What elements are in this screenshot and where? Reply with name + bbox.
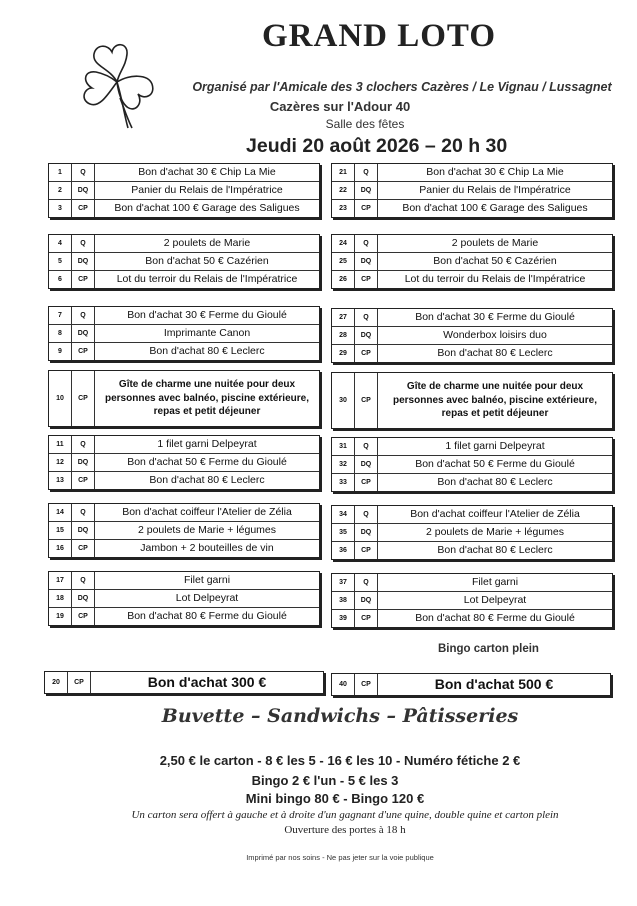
lot-type: CP [72, 472, 95, 489]
lot-type: Q [355, 438, 378, 455]
lots-group [48, 163, 320, 218]
lot-description: Bon d'achat 50 € Ferme du Gioulé [415, 458, 575, 471]
lot-description: Gîte de charme une nuitée pour deux personnes avec balnéo, piscine extérieure, repas et petit déjeuner [105, 379, 309, 418]
lot-number: 36 [332, 542, 355, 559]
lot-number: 6 [49, 271, 72, 288]
lots-group [48, 234, 320, 289]
table-row [49, 589, 319, 607]
table-row [332, 344, 612, 362]
lots-group [48, 503, 320, 558]
lot-description: Bon d'achat 80 € Leclerc [437, 347, 553, 360]
lot-type: CP [355, 674, 378, 695]
lot-number: 7 [49, 307, 72, 324]
lot-type: Q [355, 574, 378, 591]
lot-number: 34 [332, 506, 355, 523]
page-title: GRAND LOTO [262, 18, 497, 54]
lot-description: Bon d'achat 30 € Ferme du Gioulé [415, 311, 575, 324]
lot-type: Q [72, 572, 95, 589]
lot-type: DQ [72, 253, 95, 270]
lot-type: CP [68, 672, 91, 693]
lot-description: Lot Delpeyrat [463, 594, 527, 607]
lots-group [48, 571, 320, 626]
table-row [49, 164, 319, 181]
table-row [332, 591, 612, 609]
lot-type: DQ [72, 454, 95, 471]
lot-type: CP [72, 343, 95, 360]
table-row [49, 504, 319, 521]
lot-type: Q [72, 307, 95, 324]
doors-opening-time: Ouverture des portes à 18 h [284, 824, 406, 836]
lot-number: 20 [45, 672, 68, 693]
table-row [332, 235, 612, 252]
lot-number: 23 [332, 200, 355, 217]
lot-type: CP [72, 200, 95, 217]
lot-description: 1 filet garni Delpeyrat [157, 438, 257, 451]
lot-description: Bon d'achat 30 € Chip La Mie [138, 166, 276, 179]
lot-type: DQ [72, 182, 95, 199]
table-row [45, 672, 323, 693]
lot-type: CP [72, 608, 95, 625]
lot-number: 33 [332, 474, 355, 491]
lot-type: CP [355, 271, 378, 288]
lot-number: 38 [332, 592, 355, 609]
lot-type: Q [355, 235, 378, 252]
lot-description: 1 filet garni Delpeyrat [445, 440, 545, 453]
lot-number: 9 [49, 343, 72, 360]
final-lot-left [44, 671, 324, 694]
lot-type: Q [355, 164, 378, 181]
lot-number: 40 [332, 674, 355, 695]
lot-number: 2 [49, 182, 72, 199]
lot-number: 5 [49, 253, 72, 270]
table-row [49, 607, 319, 625]
lot-type: CP [72, 540, 95, 557]
table-row [49, 324, 319, 342]
lot-description: Lot du terroir du Relais de l'Impératrice [404, 273, 586, 286]
lot-description: 2 poulets de Marie [163, 237, 251, 250]
lot-type: DQ [355, 456, 378, 473]
table-row [332, 574, 612, 591]
lots-group [331, 372, 613, 429]
location-text: Cazères sur l'Adour 40 [269, 99, 411, 114]
lot-type: DQ [72, 325, 95, 342]
carton-offert-note: Un carton sera offert à gauche et à droite d'un gagnant d'une quine, double quine et carton plein [131, 809, 559, 821]
table-row [332, 523, 612, 541]
table-row [49, 252, 319, 270]
lot-number: 21 [332, 164, 355, 181]
lots-group [331, 308, 613, 363]
lots-group [331, 573, 613, 628]
lot-number: 30 [332, 373, 355, 428]
lots-group [48, 435, 320, 490]
lots-group [48, 306, 320, 361]
lot-description: Bon d'achat 50 € Cazérien [433, 255, 557, 268]
lot-type: Q [355, 309, 378, 326]
lot-description: Bon d'achat 80 € Leclerc [437, 476, 553, 489]
lot-type: Q [72, 436, 95, 453]
table-row [49, 539, 319, 557]
table-row [49, 521, 319, 539]
lot-number: 10 [49, 371, 72, 426]
lot-type: DQ [72, 590, 95, 607]
lot-number: 27 [332, 309, 355, 326]
lot-type: CP [72, 371, 95, 426]
lot-description: Bon d'achat coiffeur l'Atelier de Zélia [410, 508, 580, 521]
lot-number: 13 [49, 472, 72, 489]
lot-type: DQ [355, 182, 378, 199]
final-lot-right [331, 673, 611, 696]
table-row [332, 326, 612, 344]
lot-number: 1 [49, 164, 72, 181]
lot-type: DQ [355, 524, 378, 541]
lot-description: Gîte de charme une nuitée pour deux personnes avec balnéo, piscine extérieure, repas et petit déjeuner [393, 381, 597, 420]
table-row [49, 572, 319, 589]
lot-type: CP [355, 200, 378, 217]
organizer-text: Organisé par l'Amicale des 3 clochers Cazères / Le Vignau / Lussagnet [192, 80, 612, 94]
lots-group [48, 370, 320, 427]
lot-number: 14 [49, 504, 72, 521]
lot-type: CP [355, 345, 378, 362]
table-row [49, 270, 319, 288]
table-row [49, 342, 319, 360]
lot-type: CP [355, 474, 378, 491]
lot-type: Q [72, 164, 95, 181]
lot-number: 19 [49, 608, 72, 625]
lot-description: Jambon + 2 bouteilles de vin [140, 542, 274, 555]
lot-number: 32 [332, 456, 355, 473]
lots-group [331, 163, 613, 218]
lot-description: Lot Delpeyrat [175, 592, 239, 605]
lot-number: 35 [332, 524, 355, 541]
lot-type: DQ [72, 522, 95, 539]
lot-type: Q [72, 504, 95, 521]
table-row [332, 373, 612, 428]
lot-type: DQ [355, 327, 378, 344]
lot-description: Bon d'achat 80 € Ferme du Gioulé [127, 610, 287, 623]
lot-description: Bon d'achat 80 € Leclerc [149, 345, 265, 358]
carton-prices: 2,50 € le carton - 8 € les 5 - 16 € les 10 - Numéro fétiche 2 € [159, 753, 521, 768]
lot-number: 24 [332, 235, 355, 252]
lot-description: Bon d'achat 80 € Leclerc [437, 544, 553, 557]
event-date: Jeudi 20 août 2026 – 20 h 30 [246, 135, 508, 157]
lot-type: CP [72, 271, 95, 288]
table-row [49, 307, 319, 324]
lot-number: 11 [49, 436, 72, 453]
lot-description: 2 poulets de Marie [451, 237, 539, 250]
table-row [332, 181, 612, 199]
lots-group [331, 234, 613, 289]
lot-description: Bon d'achat 30 € Chip La Mie [426, 166, 564, 179]
lot-number: 31 [332, 438, 355, 455]
lot-number: 12 [49, 454, 72, 471]
lot-number: 15 [49, 522, 72, 539]
table-row [332, 309, 612, 326]
lot-description: Bon d'achat 100 € Garage des Saligues [114, 202, 300, 215]
lot-number: 37 [332, 574, 355, 591]
lot-type: CP [355, 610, 378, 627]
lot-number: 28 [332, 327, 355, 344]
lot-description: Filet garni [183, 574, 231, 587]
table-row [49, 453, 319, 471]
bingo-carton-plein-label: Bingo carton plein [438, 643, 539, 655]
lot-number: 8 [49, 325, 72, 342]
four-leaf-clover-icon [72, 38, 162, 130]
lot-type: DQ [355, 592, 378, 609]
lot-description: 2 poulets de Marie + légumes [425, 526, 565, 539]
lot-number: 17 [49, 572, 72, 589]
lot-description: Bon d'achat 30 € Ferme du Gioulé [127, 309, 287, 322]
lot-number: 18 [49, 590, 72, 607]
lots-group [331, 437, 613, 492]
mini-bingo-prices: Mini bingo 80 € - Bingo 120 € [245, 791, 425, 806]
table-row [49, 181, 319, 199]
table-row [332, 252, 612, 270]
lot-description: Bon d'achat 300 € [147, 674, 267, 691]
lot-description: Filet garni [471, 576, 519, 589]
lot-description: Imprimante Canon [163, 327, 251, 340]
lot-number: 29 [332, 345, 355, 362]
lot-type: CP [355, 542, 378, 559]
table-row [332, 506, 612, 523]
lot-number: 16 [49, 540, 72, 557]
lot-description: Bon d'achat 80 € Leclerc [149, 474, 265, 487]
table-row [49, 371, 319, 426]
table-row [49, 199, 319, 217]
lot-type: DQ [355, 253, 378, 270]
lot-number: 39 [332, 610, 355, 627]
lot-description: Panier du Relais de l'Impératrice [131, 184, 283, 197]
hall-text: Salle des fêtes [325, 117, 405, 131]
table-row [332, 455, 612, 473]
lot-number: 3 [49, 200, 72, 217]
table-row [332, 609, 612, 627]
table-row [49, 471, 319, 489]
lot-description: Bon d'achat 80 € Ferme du Gioulé [415, 612, 575, 625]
lot-description: Bon d'achat 500 € [434, 676, 554, 693]
lot-number: 26 [332, 271, 355, 288]
lot-description: Bon d'achat 50 € Cazérien [145, 255, 269, 268]
table-row [332, 164, 612, 181]
lots-group [331, 505, 613, 560]
table-row [49, 235, 319, 252]
lot-description: 2 poulets de Marie + légumes [137, 524, 277, 537]
lot-number: 25 [332, 253, 355, 270]
table-row [49, 436, 319, 453]
lot-type: Q [72, 235, 95, 252]
lot-description: Bon d'achat 100 € Garage des Saligues [402, 202, 588, 215]
lot-type: Q [355, 506, 378, 523]
table-row [332, 473, 612, 491]
table-row [332, 270, 612, 288]
lot-number: 4 [49, 235, 72, 252]
bingo-prices: Bingo 2 € l'un - 5 € les 3 [251, 773, 399, 788]
lot-description: Bon d'achat 50 € Ferme du Gioulé [127, 456, 287, 469]
table-row [332, 199, 612, 217]
buvette-heading: Buvette – Sandwichs – Pâtisseries [161, 705, 519, 727]
table-row [332, 438, 612, 455]
table-row [332, 541, 612, 559]
lot-description: Lot du terroir du Relais de l'Impératrice [116, 273, 298, 286]
lot-description: Wonderbox loisirs duo [443, 329, 547, 342]
lot-type: CP [355, 373, 378, 428]
lot-description: Bon d'achat coiffeur l'Atelier de Zélia [122, 506, 292, 519]
footer-note: Imprimé par nos soins - Ne pas jeter sur la voie publique [246, 853, 434, 862]
table-row [332, 674, 610, 695]
lot-number: 22 [332, 182, 355, 199]
lot-description: Panier du Relais de l'Impératrice [419, 184, 571, 197]
